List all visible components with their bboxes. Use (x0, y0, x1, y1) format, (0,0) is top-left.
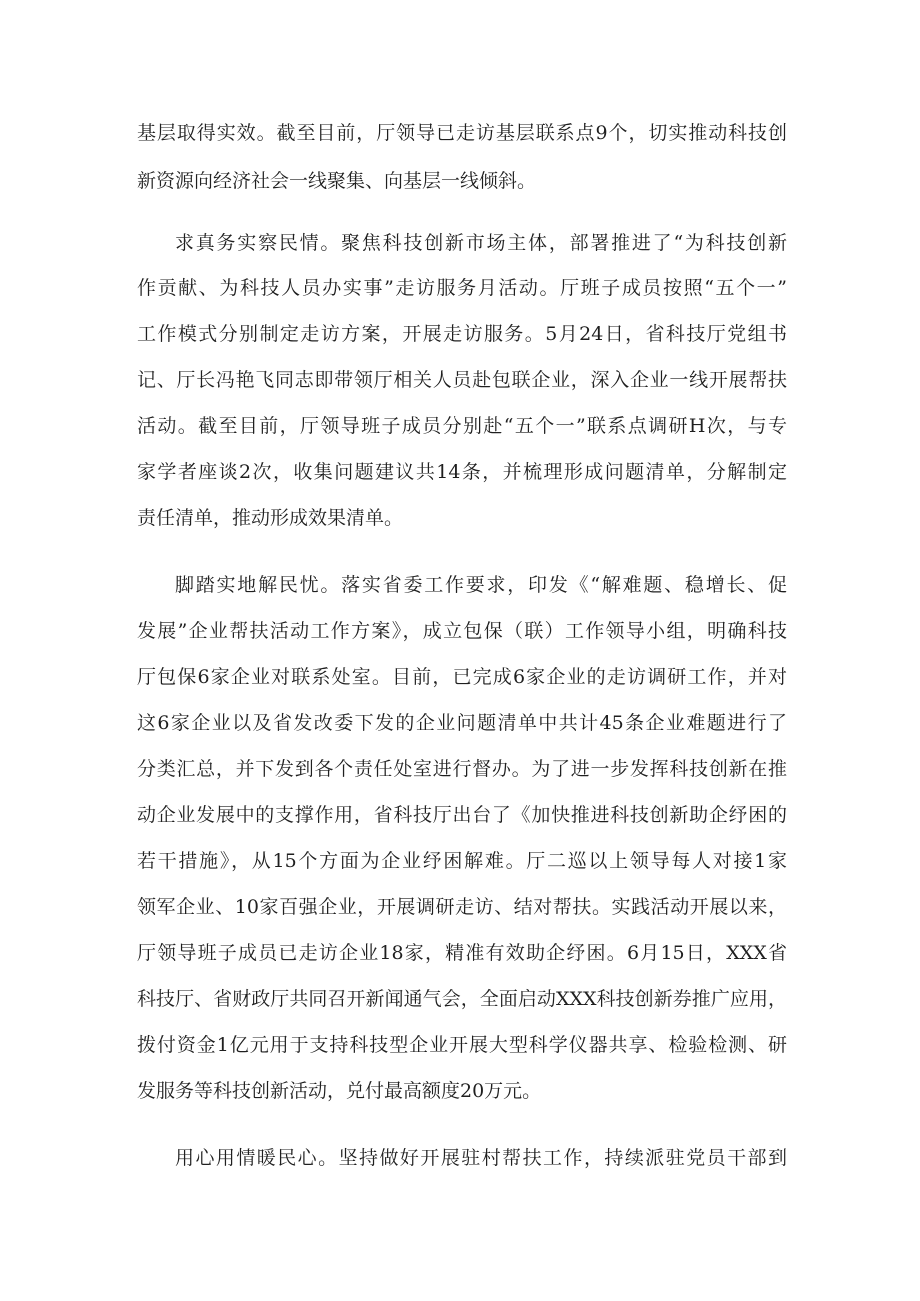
text-line: 求真务实察民情。聚焦科技创新市场主体，部署推进了“为科技创新 (175, 232, 787, 254)
text-line: 厅包保6家企业对联系处室。目前，已完成6家企业的走访调研工作，并对 (137, 666, 787, 688)
text-line: 新资源向经济社会一线聚集、向基层一线倾斜。 (137, 170, 537, 192)
text-line: 动企业发展中的支撑作用，省科技厅出台了《加快推进科技创新助企纾困的 (137, 804, 787, 826)
text-line: 脚踏实地解民忧。落实省委工作要求，印发《“解难题、稳增长、促 (175, 574, 787, 596)
text-line: 作贡献、为科技人员办实事”走访服务月活动。厅班子成员按照“五个一” (137, 277, 787, 299)
text-line: 拨付资金1亿元用于支持科技型企业开展大型科学仪器共享、检验检测、研 (137, 1034, 787, 1056)
text-line: 科技厅、省财政厅共同召开新闻通气会，全面启动XXX科技创新券推广应用， (137, 988, 787, 1010)
text-line: 用心用情暖民心。坚持做好开展驻村帮扶工作，持续派驻党员干部到 (175, 1147, 787, 1169)
text-line: 厅领导班子成员已走访企业18家，精准有效助企纾困。6月15日，XXX省 (137, 942, 787, 964)
text-line: 发服务等科技创新活动，兑付最高额度20万元。 (137, 1080, 542, 1102)
text-line: 这6家企业以及省发改委下发的企业问题清单中共计45条企业难题进行了 (137, 712, 787, 734)
text-line: 工作模式分别制定走访方案，开展走访服务。5月24日，省科技厅党组书 (137, 323, 787, 345)
text-line: 基层取得实效。截至目前，厅领导已走访基层联系点9个，切实推动科技创 (137, 122, 787, 144)
text-line: 活动。截至目前，厅领导班子成员分别赴“五个一”联系点调研H次，与专 (137, 415, 787, 437)
text-line: 若干措施》，从15个方面为企业纾困解难。厅二巡以上领导每人对接1家 (137, 850, 787, 872)
text-line: 分类汇总，并下发到各个责任处室进行督办。为了进一步发挥科技创新在推 (137, 758, 787, 780)
text-line: 记、厅长冯艳飞同志即带领厅相关人员赴包联企业，深入企业一线开展帮扶 (137, 369, 787, 391)
text-line: 家学者座谈2次，收集问题建议共14条，并梳理形成问题清单，分解制定 (137, 461, 787, 483)
text-line: 发展”企业帮扶活动工作方案》，成立包保（联）工作领导小组，明确科技 (137, 620, 787, 642)
text-line: 领军企业、10家百强企业，开展调研走访、结对帮扶。实践活动开展以来， (137, 896, 787, 918)
text-line: 责任清单，推动形成效果清单。 (137, 507, 404, 529)
